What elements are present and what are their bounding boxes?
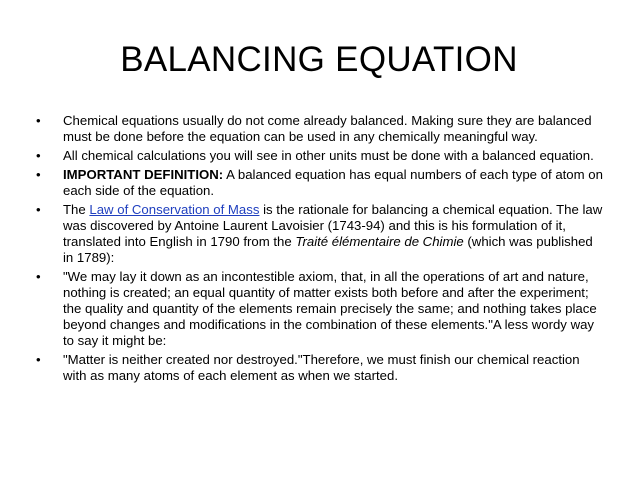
bullet-item xyxy=(36,202,604,266)
bullet-text: is the rationale for balancing a chemical equation. The law was discovered by Antoine Laurent Lavoisier (1743-94) and this is his formulation of it, translated into English in 1790 from the xyxy=(63,202,603,249)
law-of-conservation-link[interactable]: Law of Conservation of Mass xyxy=(89,202,260,217)
bullet-item xyxy=(36,113,604,145)
definition-label: IMPORTANT DEFINITION: xyxy=(63,167,224,182)
bullet-text: "We may lay it down as an incontestible axiom, that, in all the operations of art and nature, nothing is created; an equal quantity of matter exists both before and after the experiment; the quality and quantity of the elements remain precisely the same; and nothing takes place beyond changes and modifications in the combination of these elements."A less wordy way to say it might be: xyxy=(63,269,597,348)
bullet-dot: • xyxy=(36,167,41,182)
bullet-dot: • xyxy=(36,148,41,163)
bullet-text: Chemical equations usually do not come already balanced. Making sure they are balanced must be done before the equation can be used in any chemically meaningful way. xyxy=(63,113,592,144)
bullet-text: "Matter is neither created nor destroyed."Therefore, we must finish our chemical reaction with as many atoms of each element as when we started. xyxy=(63,352,580,383)
bullet-item xyxy=(36,269,604,349)
bullet-text: All chemical calculations you will see in other units must be done with a balanced equation. xyxy=(63,148,594,163)
slide-title: BALANCING EQUATION xyxy=(120,40,518,79)
bullet-item xyxy=(36,167,604,199)
bullet-dot: • xyxy=(36,269,41,284)
bullet-text-prefix: The xyxy=(63,202,90,217)
bullet-dot: • xyxy=(36,352,41,367)
bullet-list xyxy=(36,113,604,387)
bullet-dot: • xyxy=(36,113,41,128)
bullet-item xyxy=(36,148,604,164)
bullet-text: A balanced equation has equal numbers of each type of atom on each side of the equation. xyxy=(63,167,603,198)
book-title: Traité élémentaire de Chimie xyxy=(295,234,464,249)
bullet-dot: • xyxy=(36,202,41,217)
bullet-text-suffix: (which was published in 1789): xyxy=(63,234,593,265)
bullet-item xyxy=(36,352,604,384)
